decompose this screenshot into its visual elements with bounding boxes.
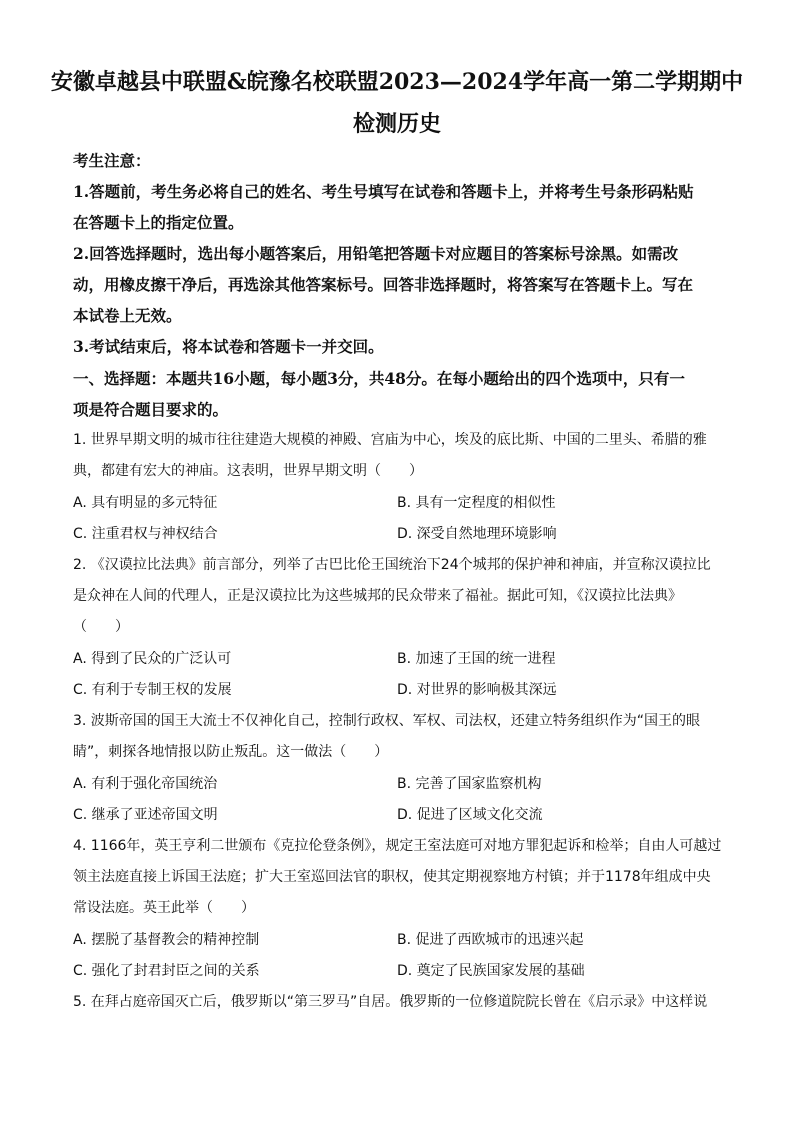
- exam-title-line2: 检测历史: [352, 111, 441, 137]
- question-2-stem-line1: 2. 《汉谟拉比法典》前言部分，列举了古巴比伦王国统治下24个城邦的保护神和神庙，并宣称汉谟拉比: [73, 557, 711, 573]
- notice-item-2-line1: 2.回答选择题时，选出每小题答案后，用铅笔把答题卡对应题目的答案标号涂黑。如需改: [73, 244, 679, 263]
- section-heading-line2: 项是符合题目要求的。: [73, 400, 229, 419]
- question-2-option-b: B. 加速了王国的统一进程: [397, 651, 556, 667]
- question-4-option-d: D. 奠定了民族国家发展的基础: [397, 963, 585, 979]
- question-1-option-c: C. 注重君权与神权结合: [73, 526, 218, 542]
- notice-item-1-line2: 在答题卡上的指定位置。: [73, 213, 244, 232]
- question-3-option-b: B. 完善了国家监察机构: [397, 776, 542, 792]
- question-3-stem-line1: 3. 波斯帝国的国王大流士不仅神化自己，控制行政权、军权、司法权，还建立特务组织作为“国王的眼: [73, 713, 701, 729]
- question-1-option-a: A. 具有明显的多元特征: [73, 495, 218, 511]
- question-4-option-c: C. 强化了封君封臣之间的关系: [73, 963, 260, 979]
- question-1-stem-line1: 1. 世界早期文明的城市往往建造大规模的神殿、宫庙为中心，埃及的底比斯、中国的二里头、希腊的雅: [73, 432, 707, 448]
- question-4-stem-line2: 领主法庭直接上诉国王法庭；扩大王室巡回法官的职权，使其定期视察地方村镇；并于1178年组成中央: [73, 869, 711, 885]
- question-2-stem-line2: 是众神在人间的代理人，正是汉谟拉比为这些城邦的民众带来了福祉。据此可知，《汉谟拉比法典》: [73, 588, 682, 604]
- notice-heading: 考生注意：: [73, 151, 151, 170]
- notice-item-3-line1: 3.考试结束后，将本试卷和答题卡一并交回。: [73, 337, 384, 356]
- question-3-option-c: C. 继承了亚述帝国文明: [73, 807, 218, 823]
- question-2-stem-line3: （ ）: [73, 619, 129, 635]
- question-4-option-a: A. 摆脱了基督教会的精神控制: [73, 932, 260, 948]
- notice-item-2-line3: 本试卷上无效。: [73, 306, 182, 325]
- question-2-option-d: D. 对世界的影响极其深远: [397, 682, 557, 698]
- notice-item-1-line1: 1.答题前，考生务必将自己的姓名、考生号填写在试卷和答题卡上，并将考生号条形码粘贴: [73, 182, 694, 201]
- question-2-option-c: C. 有利于专制王权的发展: [73, 682, 232, 698]
- question-4-stem-line3: 常设法庭。英王此举（ ）: [73, 900, 255, 916]
- exam-title-line1: 安徽卓越县中联盟&皖豫名校联盟2023—2024学年高一第二学期期中: [50, 69, 744, 95]
- notice-item-2-line2: 动，用橡皮擦干净后，再选涂其他答案标号。回答非选择题时，将答案写在答题卡上。写在: [73, 275, 694, 294]
- question-2-option-a: A. 得到了民众的广泛认可: [73, 651, 232, 667]
- question-3-stem-line2: 睛”，刺探各地情报以防止叛乱。这一做法（ ）: [73, 744, 389, 760]
- question-1-option-d: D. 深受自然地理环境影响: [397, 526, 557, 542]
- question-4-stem-line1: 4. 1166年，英王亨利二世颁布《克拉伦登条例》，规定王室法庭可对地方罪犯起诉和检举；自由人可越过: [73, 838, 722, 854]
- question-4-option-b: B. 促进了西欧城市的迅速兴起: [397, 932, 584, 948]
- question-3-option-a: A. 有利于强化帝国统治: [73, 776, 218, 792]
- question-3-option-d: D. 促进了区域文化交流: [397, 807, 543, 823]
- question-1-stem-line2: 典，都建有宏大的神庙。这表明，世界早期文明（ ）: [73, 463, 423, 479]
- question-1-option-b: B. 具有一定程度的相似性: [397, 495, 556, 511]
- section-heading-line1: 一、选择题：本题共16小题，每小题3分，共48分。在每小题给出的四个选项中，只有一: [73, 369, 685, 388]
- question-5-stem-line1: 5. 在拜占庭帝国灭亡后，俄罗斯以“第三罗马”自居。俄罗斯的一位修道院院长曾在《启示录》中这样说: [73, 994, 708, 1010]
